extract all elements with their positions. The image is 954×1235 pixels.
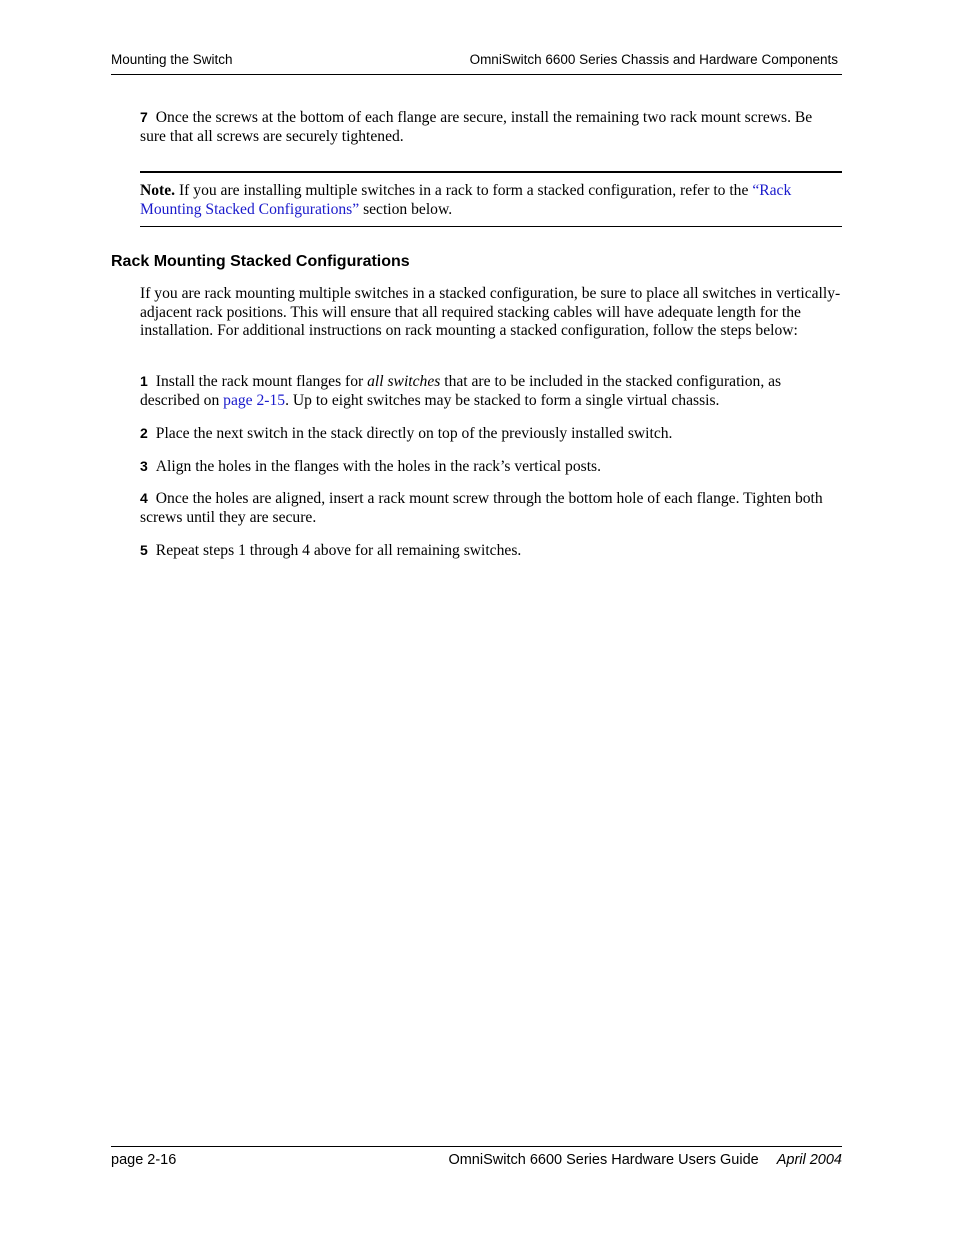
step-2 [140,424,840,443]
step-text: Place the next switch in the stack directly on top of the previously installed switch. [155,425,673,442]
header-chapter-title: OmniSwitch 6600 Series Chassis and Hardware Components [469,52,838,67]
section-heading: Rack Mounting Stacked Configurations [111,253,410,270]
step-text-middle: that are to be included in the stacked configuration, as described on [140,373,782,409]
note-link-rack-mounting-stacked[interactable]: “Rack Mounting Stacked Configurations” [140,182,792,218]
step-text: Align the holes in the flanges with the holes in the rack’s vertical posts. [155,458,601,475]
footer-page-number: page 2-16 [111,1152,177,1168]
step-text: Repeat steps 1 through 4 above for all remaining switches. [155,542,522,559]
note-text-after: section below. [363,201,453,218]
step-link-page-2-15[interactable]: page 2-15 [223,392,286,409]
step-number: 2 [140,425,148,441]
step-1 [140,372,840,410]
step-5 [140,541,840,560]
note-box [140,171,842,227]
page-footer [111,1146,842,1177]
note-text [140,181,840,219]
step-text-before: Install the rack mount flanges for [155,373,364,390]
step-number: 3 [140,458,148,474]
step-number: 5 [140,542,148,558]
footer-date: April 2004 [776,1152,842,1168]
step-7 [140,108,840,146]
step-4 [140,489,840,527]
step-text-after: . Up to eight switches may be stacked to form a single virtual chassis. [285,392,720,409]
note-text-before: If you are installing multiple switches in a rack to form a stacked configuration, refer to the [178,182,749,199]
step-italic-text: all switches [367,373,441,390]
step-number: 4 [140,490,148,506]
footer-guide-title: OmniSwitch 6600 Series Hardware Users Guide [448,1152,759,1168]
step-number: 1 [140,373,148,389]
section-intro-paragraph: If you are rack mounting multiple switches in a stacked configuration, be sure to place all switches in vertically-adjacent rack positions. This will ensure that all required stacking cables will have adequate length for the installation. For additional instructions on rack mounting a stacked configuration, follow the steps below: [140,285,841,339]
note-label: Note. [140,182,176,199]
step-text: Once the holes are aligned, insert a rack mount screw through the bottom hole of each flange. Tighten both screws until they are secure. [140,490,823,526]
step-number: 7 [140,109,148,125]
step-text: Once the screws at the bottom of each flange are secure, install the remaining two rack mount screws. Be sure that all screws are securely tightened. [140,109,813,145]
step-3 [140,457,840,476]
page-header [111,50,842,75]
footer-guide-info [448,1152,842,1168]
header-section-title: Mounting the Switch [111,52,233,67]
